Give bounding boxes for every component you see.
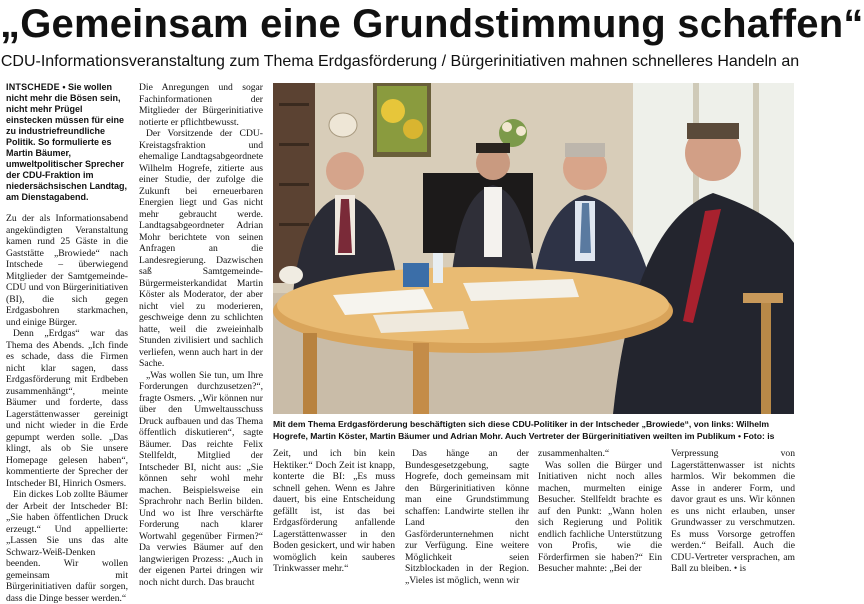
body-paragraph: Die Anregungen und sogar Fachinformationen der Mitglieder der Bürgerinitiative notierte er pflichtbewusst. [139, 82, 263, 128]
photo-caption: Mit dem Thema Erdgasförderung beschäftigten sich diese CDU-Politiker in der Intscheder „Browiede“, von links: Wilhelm Hogrefe, Martin Köster, Martin Bäumer und Adrian Mohr. Auch Vertreter der Bürgerinitiativen weilten im Publikum • Foto: is [273, 419, 775, 441]
text-column-2 [139, 82, 263, 588]
text-column-4 [405, 448, 529, 586]
body-paragraph: Zu der als Informationsabend angekündigten Veranstaltung kamen rund 25 Gäste in die Gaststätte „Browiede“ nach Intschede – überwiegend Mitglieder der Samtgemeinde-CDU und von Bürgerinitiativen (BI), die sich gegen Erdgasbohren starkmachen, und einige Bürger. [6, 213, 128, 328]
text-column-1 [6, 82, 128, 604]
article-subheadline: CDU-Informationsveranstaltung zum Thema Erdgasförderung / Bürgerinitiativen mahnen schnelleres Handeln an [0, 53, 800, 70]
text-column-5 [538, 448, 662, 578]
body-paragraph: Ein dickes Lob zollte Bäumer der Arbeit der Intscheder BI: „Sie haben öffentlichen Druck erzeugt.“ Und appellierte: „Lassen Sie uns das alte Schwarz-Weiß-Denken beenden. Wir wollen gemeinsam mit Bürgerinitiativen dafür sorgen, dass die Dinge besser werden.“ [6, 489, 128, 604]
text-column-3 [273, 448, 395, 578]
body-paragraph: „Was wollen Sie tun, um Ihre Forderungen durchzusetzen?“, fragte Osmers. „Wir können nur über den Umweltausschuss Druck aufbauen und das Thema öffentlich diskutieren“, sagte Bäumer. Das reichte Felix Stellfeldt, Mitglied der Intscheder BI, nicht aus: „Sie können sehr wohl mehr machen. Beispielsweise ein Sprachrohr nach Berlin bilden. Und wo ist Ihre verschärfte Forderung nach klarer Wortwahl gegenüber Firmen?“ Da verwies Bäumer auf den langwierigen Prozess: „Auch in der eigenen Partei dringen wir noch nicht durch. Das braucht [139, 369, 263, 588]
dateline-place: INTSCHEDE [6, 82, 60, 92]
article-photo [273, 83, 794, 414]
body-paragraph: Das hänge an der Bundesgesetzgebung, sagte Hogrefe, doch gemeinsam mit den Bürgerinitiativen könne man eine Grundstimmung schaffen: Landwirte stellen ihr Land den Gasförderunternehmen nicht zur Verfügung. Eine weitere Möglichkeit seien Sitzblockaden in der Region. „Vieles ist möglich, wenn wir [405, 448, 529, 586]
body-paragraph: Denn „Erdgas“ war das Thema des Abends. „Ich finde es schade, dass die Firmen nicht klar sagen, dass Erdgasförderung mit Erdbeben zusammenhängt“, meinte Bäumer und forderte, dass Lagerstättenwasser gereinigt und nicht wieder in die Erde gepumpt werden solle. „Das klingt, als ob Sie unsere Homepage gelesen haben“, kommentierte der Sprecher der Intscheder BI, Hinrich Osmers. [6, 328, 128, 489]
body-paragraph: Zeit, und ich bin kein Hektiker.“ Doch Zeit ist knapp, konterte die BI: „Es muss schnell gehen. Wenn es Jahre dauert, bis eine Entscheidung gefällt ist, ist das bei Erdgasförderung anfallende Lagerstättenwasser in den Boden gesickert, und wir haben womöglich kein sauberes Trinkwasser mehr.“ [273, 448, 395, 574]
body-paragraph: zusammenhalten.“ [538, 448, 610, 459]
body-paragraph: Was sollen die Bürger und Initiativen nicht noch alles machen, murmelten einige Besucher. Stellfeldt brachte es auf den Punkt: „Wann holen sich Regierung und Politik endlich fachliche Unterstützung von Profis, wie die Förderfirmen sie haben?“ Ein Besucher mahnte: „Bei der [538, 459, 662, 574]
text-column-6 [671, 448, 795, 578]
article-headline: „Gemeinsam eine Grundstimmung schaffen“ [0, 2, 864, 46]
lead-paragraph [6, 82, 128, 203]
body-paragraph: Verpressung von Lagerstättenwasser ist nichts harmlos. Wir bekommen die Asse in anderer Form, und davor graut es uns. Wir können es uns nicht erlauben, unser Grundwasser zu verschmutzen. Es muss Vorsorge getroffen werden.“ Beifall. Auch die CDU-Vertreter versprachen, am Ball zu bleiben. • is [671, 448, 795, 574]
body-paragraph: Der Vorsitzende der CDU-Kreistagsfraktion und ehemalige Landtagsabgeordnete Wilhelm Hogrefe, zitierte aus einer Studie, der zufolge die Zukunft bei erneuerbaren Energien liegt und Gas nicht mehr gebraucht werde. Landtagsabgeordneter Adrian Mohr berichtete von seinen Anfragen an die Landesregierung. Dazwischen saß Samtgemeinde-Bürgermeisterkandidat Martin Köster als Moderator, der aber nicht viel zu moderieren, geschweige denn zu schlichten hatte, weil die zweieinhalb Stunden zivilisiert und sachlich verliefen, wenn auch hart in der Sache. [139, 128, 263, 369]
lead-text: • Sie wollen nicht mehr die Bösen sein, nicht mehr Prügel einstecken müssen für eine zu industriefreundliche Politik. So formulierte es Martin Bäumer, umweltpolitischer Sprecher der CDU-Fraktion im niedersächsischen Landtag, am Dienstagabend. [6, 82, 128, 202]
